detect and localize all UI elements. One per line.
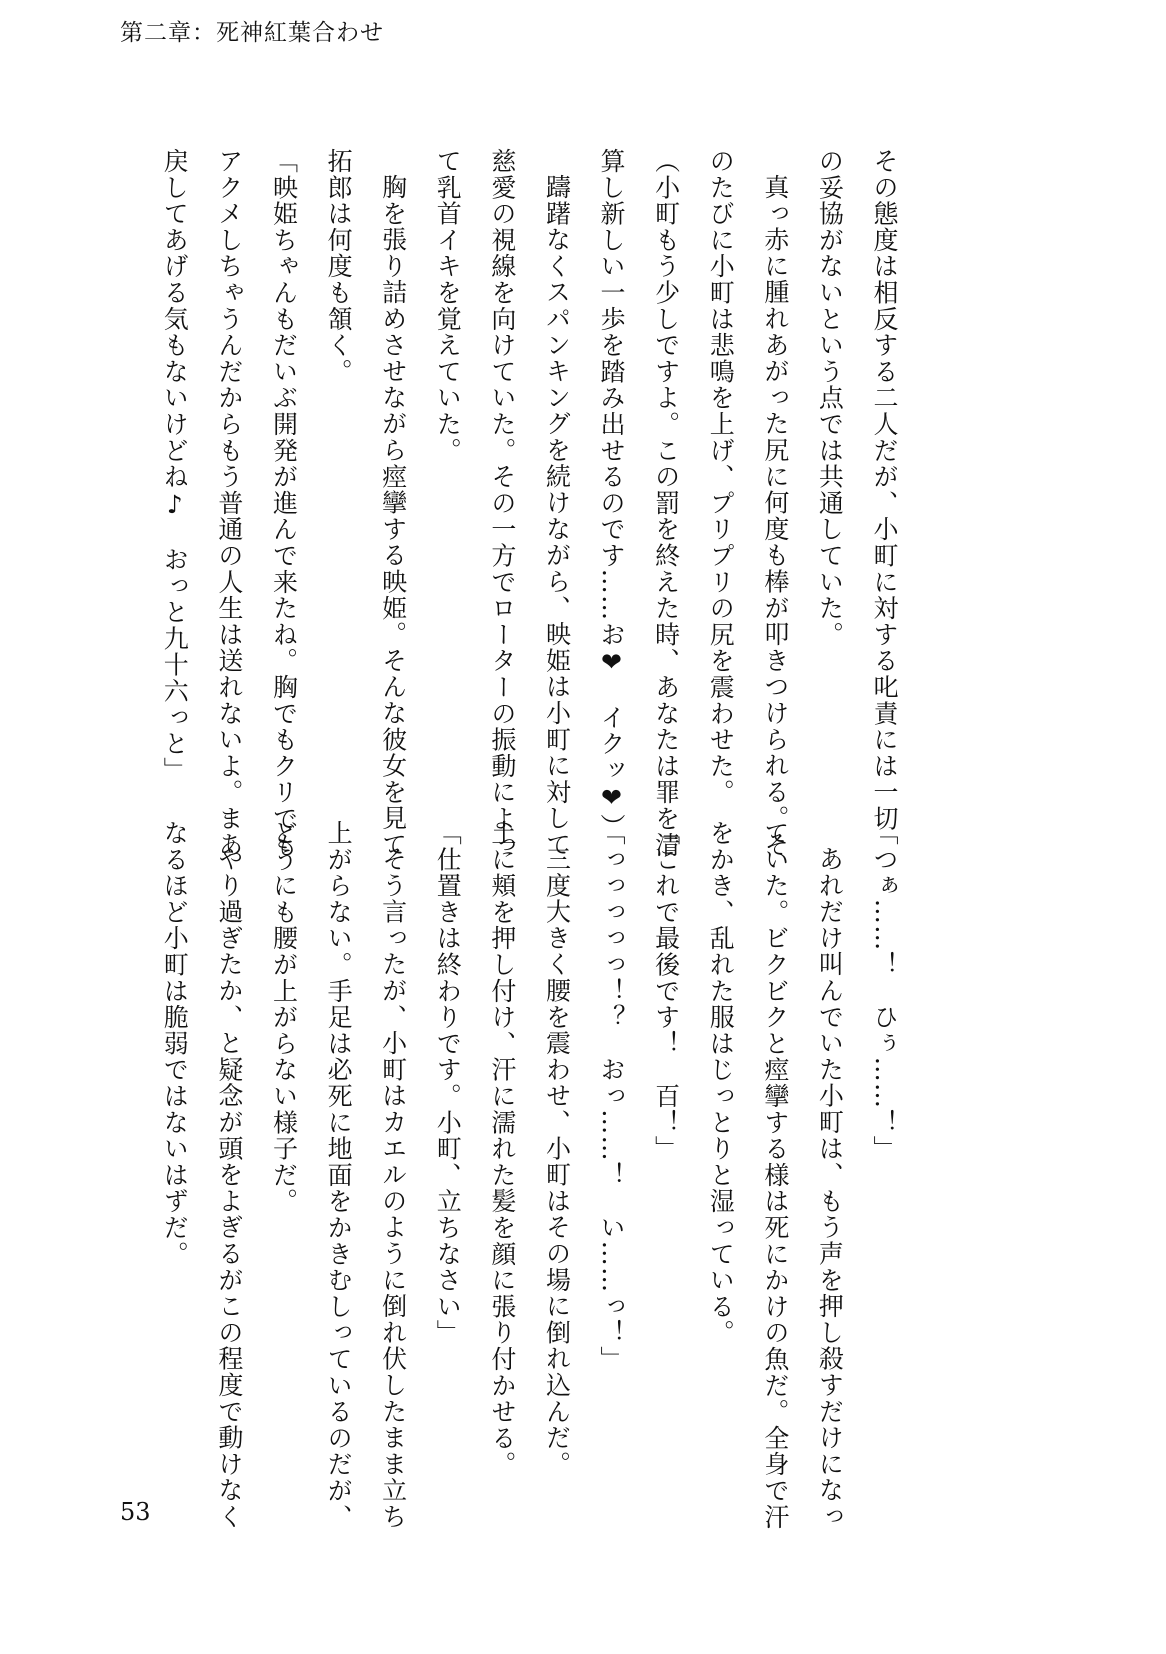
text-line: て乳首イキを覚えていた。 — [433, 148, 463, 464]
text-line: 三度大きく腰を震わせ、小町はその場に倒れ込んだ。 — [542, 846, 572, 1478]
text-line: ていた。ビクビクと痙攣する様は死にかけの魚だ。全身で汗 — [760, 820, 790, 1531]
text-line: あれだけ叫んでいた小町は、もう声を押し殺すだけになっ — [815, 846, 845, 1530]
running-header: 第二章：死神紅葉合わせ — [120, 20, 384, 46]
text-line: 「これで最後です！ 百！」 — [651, 820, 681, 1162]
text-line: の妥協がないという点では共通していた。 — [815, 148, 845, 648]
text-line: 「映姫ちゃんもだいぶ開発が進んで来たね。胸でもクリでも — [269, 148, 299, 859]
text-line: 土に頬を押し付け、汗に濡れた髪を顔に張り付かせる。 — [487, 820, 517, 1478]
text-line: 慈愛の視線を向けていた。その一方でローターの振動によっ — [487, 148, 517, 859]
text-block-upper — [151, 148, 911, 859]
text-line: その態度は相反する二人だが、小町に対する叱責には一切 — [870, 148, 899, 832]
text-line: のたびに小町は悲鳴を上げ、プリプリの尻を震わせた。 — [706, 148, 736, 806]
text-line: （小町もう少しですよ。この罰を終えた時、あなたは罪を清 — [651, 148, 681, 859]
text-line: 胸を張り詰めさせながら痙攣する映姫。そんな彼女を見て — [378, 174, 408, 858]
page-number: 53 — [120, 1498, 151, 1526]
text-line: 「つぁ……！ ひぅ……！」 — [870, 820, 899, 1162]
text-line: 上がらない。手足は必死に地面をかきむしっているのだが、 — [324, 820, 354, 1531]
text-line: そう言ったが、小町はカエルのように倒れ伏したまま立ち — [378, 846, 408, 1530]
text-line: 躊躇なくスパンキングを続けながら、映姫は小町に対して — [542, 174, 572, 858]
text-line: 真っ赤に腫れあがった尻に何度も棒が叩きつけられる。そ — [760, 174, 790, 858]
text-line: 戻してあげる気もないけどね♪ おっと九十六っと」 — [160, 148, 190, 784]
text-line: アクメしちゃうんだからもう普通の人生は送れないよ。まあ — [214, 148, 244, 859]
text-line: 拓郎は何度も頷く。 — [324, 148, 354, 385]
text-line: をかき、乱れた服はじっとりと湿っている。 — [706, 820, 736, 1346]
text-block-lower — [151, 820, 911, 1531]
text-line: どうにも腰が上がらない様子だ。 — [269, 820, 299, 1215]
text-line: なるほど小町は脆弱ではないはずだ。 — [160, 820, 190, 1268]
text-line: 算し新しい一歩を踏み出せるのです……お❤ イクッ❤） — [597, 148, 627, 840]
text-line: やり過ぎたか、と疑念が頭をよぎるがこの程度で動けなく — [214, 846, 244, 1530]
text-line: 「仕置きは終わりです。小町、立ちなさい」 — [433, 820, 463, 1346]
text-line: 「っっっっっ！？ おっ……！ い……っ！」 — [597, 820, 627, 1373]
